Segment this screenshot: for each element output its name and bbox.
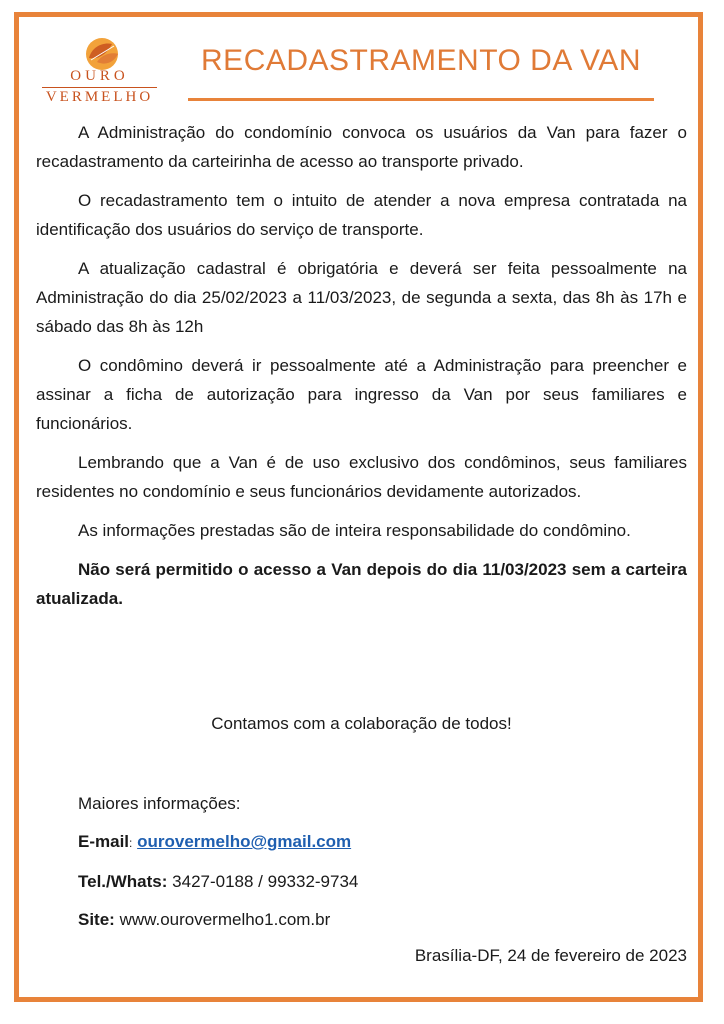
- site-row: [78, 910, 330, 930]
- logo-text-bottom: VERMELHO: [42, 87, 157, 106]
- email-link[interactable]: ourovermelho@gmail.com: [137, 832, 352, 851]
- phone-label: Tel./Whats:: [78, 872, 168, 891]
- email-row: [78, 832, 351, 852]
- paragraph: Lembrando que a Van é de uso exclusivo dos condôminos, seus familiares residentes no condomínio e seus funcionários devidamente autorizados.: [36, 453, 687, 501]
- site-label: Site:: [78, 910, 115, 929]
- logo: [42, 36, 157, 110]
- warning-paragraph: Não será permitido o acesso a Van depois do dia 11/03/2023 sem a carteira atualizada.: [36, 560, 687, 608]
- paragraph: A atualização cadastral é obrigatória e deverá ser feita pessoalmente na Administração do dia 25/02/2023 a 11/03/2023, de segunda a sexta, das 8h às 17h e sábado das 8h às 12h: [36, 259, 687, 336]
- info-heading: Maiores informações:: [78, 794, 241, 813]
- email-label: E-mail: [78, 832, 130, 851]
- phone-value: 3427-0188 / 99332-9734: [172, 872, 359, 891]
- logo-text-top: OURO: [70, 68, 129, 84]
- site-value: www.ourovermelho1.com.br: [119, 910, 331, 929]
- document-body: [36, 118, 687, 623]
- title-underline: [188, 98, 654, 101]
- date-line: Brasília-DF, 24 de fevereiro de 2023: [414, 946, 687, 965]
- email-colon: :: [129, 836, 133, 850]
- paragraph: O condômino deverá ir pessoalmente até a Administração para preencher e assinar a ficha de autorização para ingresso da Van por seus familiares e funcionários.: [36, 356, 687, 433]
- paragraph: O recadastramento tem o intuito de atender a nova empresa contratada na identificação dos usuários do serviço de transporte.: [36, 191, 687, 239]
- phone-row: [78, 872, 358, 892]
- closing-line: Contamos com a colaboração de todos!: [211, 714, 512, 733]
- paragraph: As informações prestadas são de inteira responsabilidade do condômino.: [78, 521, 631, 540]
- paragraph: A Administração do condomínio convoca os usuários da Van para fazer o recadastramento da carteirinha de acesso ao transporte privado.: [36, 123, 687, 171]
- page-title: RECADASTRAMENTO DA VAN: [201, 44, 641, 77]
